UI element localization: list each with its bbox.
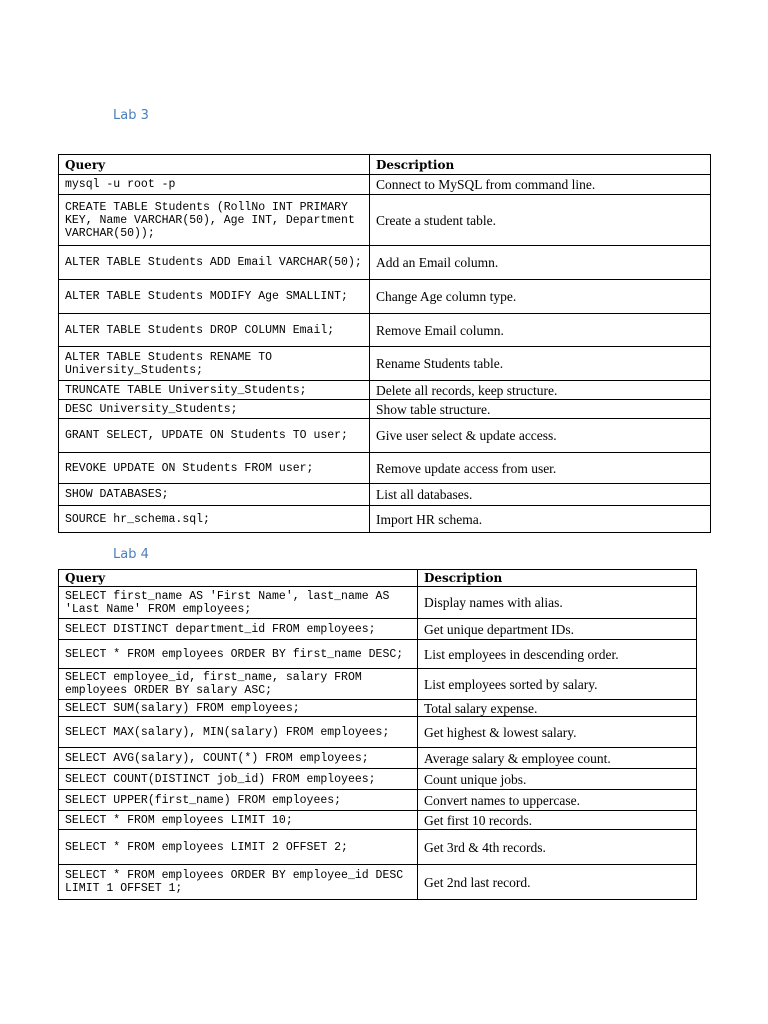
description-cell: Give user select & update access. bbox=[370, 419, 711, 453]
description-cell: Remove update access from user. bbox=[370, 453, 711, 484]
table-row bbox=[59, 830, 697, 865]
query-cell: SELECT DISTINCT department_id FROM employees; bbox=[59, 619, 418, 640]
table-row bbox=[59, 790, 697, 811]
description-cell: Connect to MySQL from command line. bbox=[370, 175, 711, 195]
description-cell: Get 3rd & 4th records. bbox=[418, 830, 697, 865]
description-cell: Import HR schema. bbox=[370, 506, 711, 533]
table-row bbox=[59, 419, 711, 453]
description-cell: Create a student table. bbox=[370, 195, 711, 246]
lab4-table bbox=[58, 569, 697, 900]
table-row bbox=[59, 400, 711, 419]
table-row bbox=[59, 381, 711, 400]
table-row bbox=[59, 700, 697, 717]
query-cell: SELECT employee_id, first_name, salary FROM employees ORDER BY salary ASC; bbox=[59, 669, 418, 700]
query-cell: SELECT AVG(salary), COUNT(*) FROM employees; bbox=[59, 748, 418, 769]
description-cell: Add an Email column. bbox=[370, 246, 711, 280]
description-cell: Count unique jobs. bbox=[418, 769, 697, 790]
query-cell: SELECT COUNT(DISTINCT job_id) FROM employees; bbox=[59, 769, 418, 790]
table-row bbox=[59, 175, 711, 195]
query-cell: SELECT * FROM employees ORDER BY employee_id DESC LIMIT 1 OFFSET 1; bbox=[59, 865, 418, 900]
table-row bbox=[59, 669, 697, 700]
description-column-header: Description bbox=[370, 155, 711, 175]
description-cell: List employees in descending order. bbox=[418, 640, 697, 669]
query-cell: SELECT * FROM employees LIMIT 2 OFFSET 2; bbox=[59, 830, 418, 865]
table-row bbox=[59, 280, 711, 314]
query-column-header: Query bbox=[59, 570, 418, 587]
table-row bbox=[59, 640, 697, 669]
query-column-header: Query bbox=[59, 155, 370, 175]
table-row bbox=[59, 195, 711, 246]
table-header-row bbox=[59, 570, 697, 587]
table-row bbox=[59, 506, 711, 533]
lab3-heading: Lab 3 bbox=[113, 108, 149, 123]
query-cell: REVOKE UPDATE ON Students FROM user; bbox=[59, 453, 370, 484]
description-cell: Get 2nd last record. bbox=[418, 865, 697, 900]
table-row bbox=[59, 314, 711, 347]
description-cell: Total salary expense. bbox=[418, 700, 697, 717]
query-cell: SELECT SUM(salary) FROM employees; bbox=[59, 700, 418, 717]
lab4-heading: Lab 4 bbox=[113, 547, 149, 562]
query-cell: CREATE TABLE Students (RollNo INT PRIMARY KEY, Name VARCHAR(50), Age INT, Department VARCHAR(50)); bbox=[59, 195, 370, 246]
description-cell: Show table structure. bbox=[370, 400, 711, 419]
description-cell: List employees sorted by salary. bbox=[418, 669, 697, 700]
query-cell: SELECT first_name AS 'First Name', last_name AS 'Last Name' FROM employees; bbox=[59, 587, 418, 619]
table-row bbox=[59, 484, 711, 506]
query-cell: ALTER TABLE Students MODIFY Age SMALLINT; bbox=[59, 280, 370, 314]
query-cell: mysql -u root -p bbox=[59, 175, 370, 195]
table-row bbox=[59, 246, 711, 280]
table-row bbox=[59, 865, 697, 900]
description-cell: Average salary & employee count. bbox=[418, 748, 697, 769]
table-header-row bbox=[59, 155, 711, 175]
lab3-table bbox=[58, 154, 711, 533]
description-cell: Display names with alias. bbox=[418, 587, 697, 619]
query-cell: SELECT MAX(salary), MIN(salary) FROM employees; bbox=[59, 717, 418, 748]
description-cell: Delete all records, keep structure. bbox=[370, 381, 711, 400]
query-cell: DESC University_Students; bbox=[59, 400, 370, 419]
description-cell: Get unique department IDs. bbox=[418, 619, 697, 640]
query-cell: SOURCE hr_schema.sql; bbox=[59, 506, 370, 533]
query-cell: ALTER TABLE Students RENAME TO University_Students; bbox=[59, 347, 370, 381]
query-cell: SELECT * FROM employees ORDER BY first_name DESC; bbox=[59, 640, 418, 669]
query-cell: SELECT UPPER(first_name) FROM employees; bbox=[59, 790, 418, 811]
description-cell: Change Age column type. bbox=[370, 280, 711, 314]
table-row bbox=[59, 748, 697, 769]
query-cell: SELECT * FROM employees LIMIT 10; bbox=[59, 811, 418, 830]
table-row bbox=[59, 811, 697, 830]
description-cell: List all databases. bbox=[370, 484, 711, 506]
query-cell: GRANT SELECT, UPDATE ON Students TO user; bbox=[59, 419, 370, 453]
table-row bbox=[59, 453, 711, 484]
table-row bbox=[59, 769, 697, 790]
query-cell: SHOW DATABASES; bbox=[59, 484, 370, 506]
description-cell: Convert names to uppercase. bbox=[418, 790, 697, 811]
query-cell: TRUNCATE TABLE University_Students; bbox=[59, 381, 370, 400]
description-cell: Remove Email column. bbox=[370, 314, 711, 347]
query-cell: ALTER TABLE Students ADD Email VARCHAR(50); bbox=[59, 246, 370, 280]
description-cell: Get first 10 records. bbox=[418, 811, 697, 830]
table-row bbox=[59, 587, 697, 619]
description-column-header: Description bbox=[418, 570, 697, 587]
description-cell: Rename Students table. bbox=[370, 347, 711, 381]
table-row bbox=[59, 619, 697, 640]
description-cell: Get highest & lowest salary. bbox=[418, 717, 697, 748]
table-row bbox=[59, 347, 711, 381]
query-cell: ALTER TABLE Students DROP COLUMN Email; bbox=[59, 314, 370, 347]
table-row bbox=[59, 717, 697, 748]
